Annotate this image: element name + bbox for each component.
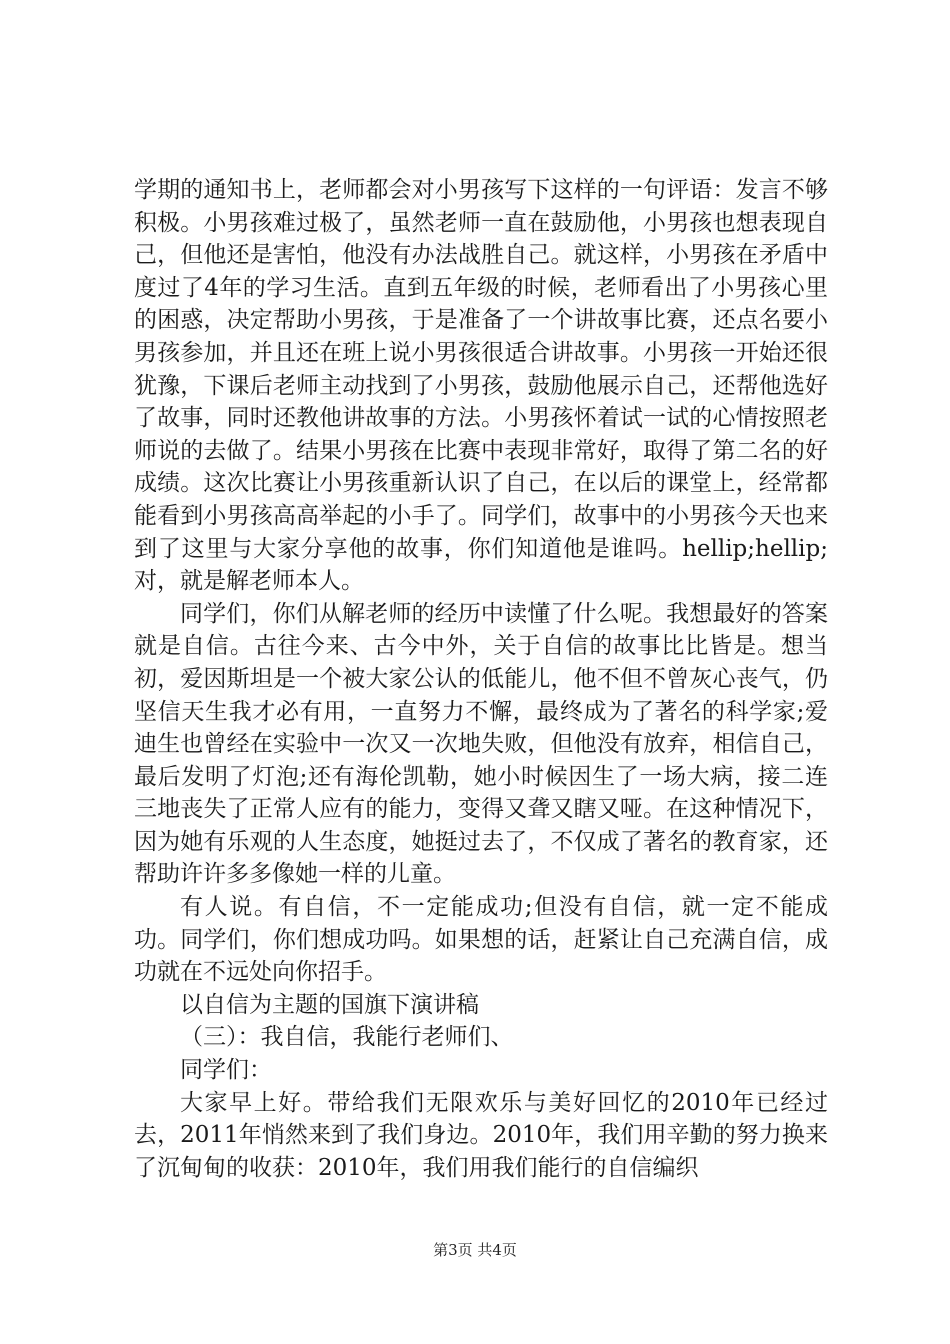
speech-salutation: 同学们： (180, 1057, 272, 1084)
paragraph-story-continuation: 学期的通知书上，老师都会对小男孩写下这样的一句评语：发言不够积极。小男孩难过极了，虽然老师一直在鼓励他，小男孩也想表现自己，但他还是害怕，他没有办法战胜自己。就这样，小男孩在矛盾中度过了4年的学习生活。直到五年级的时候，老师看出了小男孩心里的困惑，决定帮助小男孩，于是准备了一个讲故事比赛，还点名要小男孩参加，并且还在班上说小男孩很适合讲故事。小男孩一开始还很犹豫，下课后老师主动找到了小男孩，鼓励他展示自己，还帮他选好了故事，同时还教他讲故事的方法。小男孩怀着试一试的心情按照老师说的去做了。结果小男孩在比赛中表现非常好，取得了第二名的好成绩。这次比赛让小男孩重新认识了自己，在以后的课堂上，经常都能看到小男孩高高举起的小手了。同学们，故事中的小男孩今天也来到了这里与大家分享他的故事，你们知道他是谁吗。hellip;hellip;对，就是解老师本人。 (134, 177, 828, 595)
page-footer: 第3页 共4页 (433, 1241, 517, 1259)
speech-title: 以自信为主题的国旗下演讲稿 (180, 991, 479, 1018)
paragraph-success-quote: 有人说。有自信，不一定能成功;但没有自信，就一定不能成功。同学们，你们想成功吗。如果想的话，赶紧让自己充满自信，成功就在不远处向你招手。 (134, 894, 828, 986)
body-text (134, 174, 828, 1184)
paragraph-greeting: 大家早上好。带给我们无限欢乐与美好回忆的2010年已经过去，2011年悄然来到了我们身边。2010年，我们用辛勤的努力换来了沉甸甸的收获：2010年，我们用我们能行的自信编织 (134, 1089, 828, 1181)
speech-subtitle: （三）：我自信，我能行老师们、 (180, 1024, 514, 1051)
paragraph-confidence-examples: 同学们，你们从解老师的经历中读懂了什么呢。我想最好的答案就是自信。古往今来、古今中外，关于自信的故事比比皆是。想当初，爱因斯坦是一个被大家公认的低能儿，他不但不曾灰心丧气，仍坚信天生我才必有用，一直努力不懈，最终成为了著名的科学家;爱迪生也曾经在实验中一次又一次地失败，但他没有放弃，相信自己，最后发明了灯泡;还有海伦凯勒，她小时候因生了一场大病，接二连三地丧失了正常人应有的能力，变得又聋又瞎又哑。在这种情况下，因为她有乐观的人生态度，她挺过去了，不仅成了著名的教育家，还帮助许许多多像她一样的儿童。 (134, 600, 828, 888)
